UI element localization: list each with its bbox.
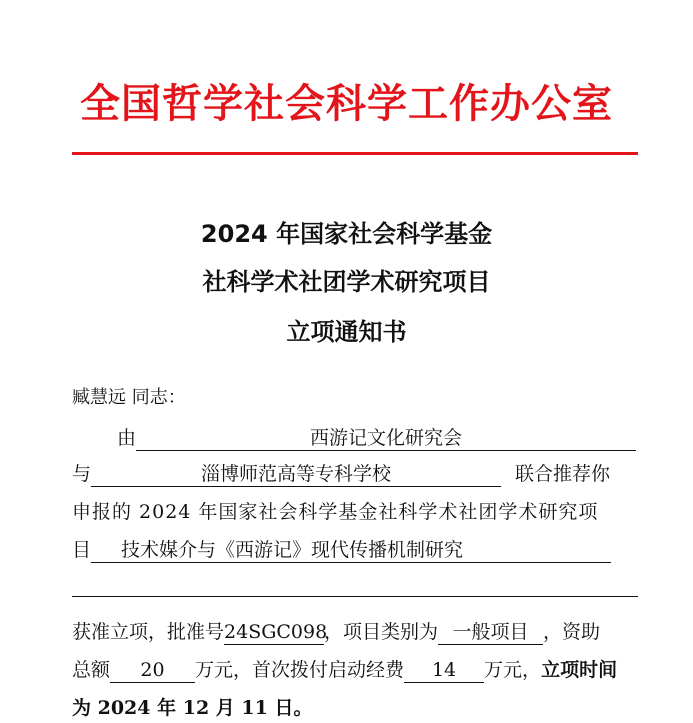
- issuing-office-header: 全国哲学社会科学工作办公室: [80, 81, 613, 127]
- recommending-org-1: 西游记文化研究会: [136, 426, 636, 451]
- wan-yuan: 万元: [195, 659, 234, 681]
- paragraph-line-2: [72, 460, 638, 488]
- notice-title-line-2: 社科学术社团学术研究项目: [202, 268, 491, 296]
- prefix-and: 与: [72, 463, 92, 485]
- recommend-suffix: 联合推荐你: [515, 463, 611, 485]
- paragraph-line-1: [72, 424, 638, 452]
- approved-text: 获准立项，批准号: [72, 621, 225, 643]
- approval-date: 为 2024 年 12 月 11 日。: [72, 697, 313, 719]
- project-type: 一般项目: [438, 620, 543, 645]
- wan-yuan-2: 万元，: [484, 659, 542, 681]
- paragraph-line-3: 申报的 2024 年国家社会科学基金社科学术社团学术研究项: [72, 501, 599, 523]
- funding-text: ，资助: [543, 621, 601, 643]
- project-title: 技术媒介与《西游记》现代传播机制研究: [91, 538, 611, 563]
- paragraph-line-5: [72, 618, 638, 646]
- notice-title-line-3: 立项通知书: [286, 318, 407, 346]
- recommending-org-2: 淄博师范高等专科学校: [91, 462, 501, 487]
- first-payment-amount: 14: [404, 658, 484, 683]
- paragraph-line-4: [72, 536, 638, 564]
- red-divider-line: [72, 152, 638, 155]
- prefix-item: 目: [72, 539, 92, 561]
- approval-number: 24SGC098: [224, 621, 328, 643]
- total-amount: 20: [110, 658, 195, 683]
- notice-title-line-1: 2024 年国家社会科学基金: [200, 220, 493, 248]
- first-payment-text: ，首次拨付启动经费: [233, 659, 405, 681]
- prefix-you: 由: [117, 427, 137, 449]
- paragraph-line-6: [72, 656, 638, 684]
- type-text: ，项目类别为: [324, 621, 439, 643]
- blank-underline: [72, 596, 638, 597]
- approval-time-label: 立项时间: [541, 659, 618, 681]
- salutation: 臧慧远 同志：: [72, 387, 186, 408]
- total-text: 总额: [72, 659, 111, 681]
